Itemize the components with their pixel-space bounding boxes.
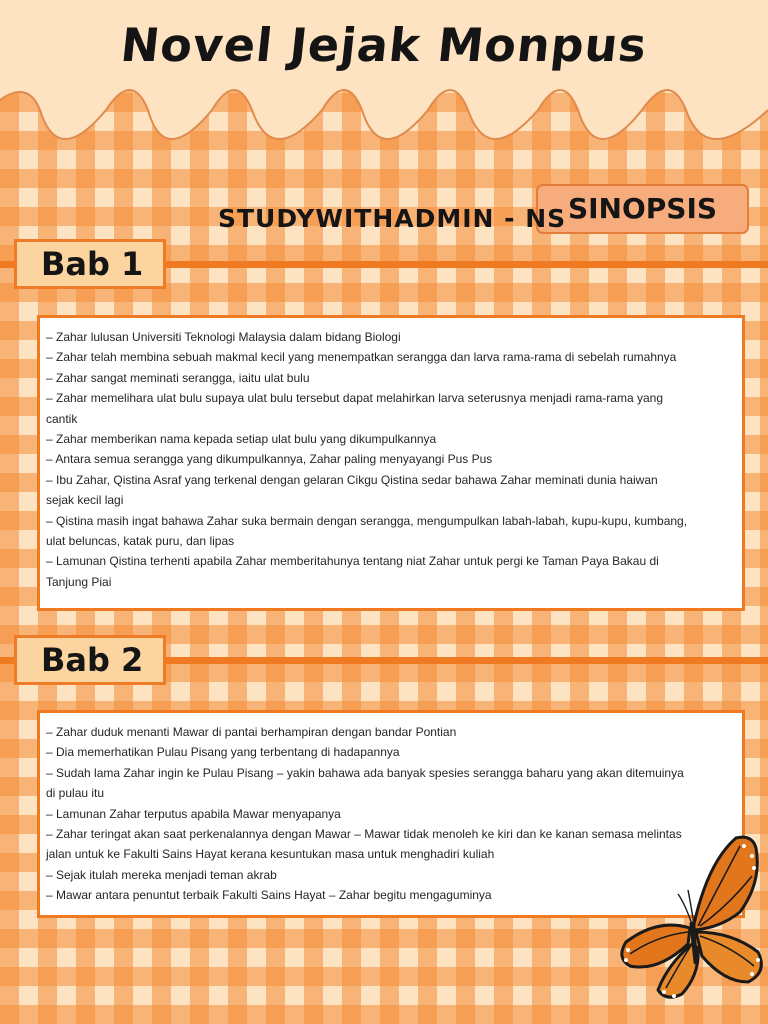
- sinopsis-badge: SINOPSIS: [536, 184, 749, 234]
- list-item: – Zahar memelihara ulat bulu supaya ulat bulu tersebut dapat melahirkan larva seterusnya menjadi rama-rama yang: [46, 391, 663, 406]
- list-item: – Sejak itulah mereka menjadi teman akrab: [46, 867, 277, 882]
- list-item: – Zahar sangat meminati serangga, iaitu ulat bulu: [46, 370, 310, 385]
- list-item: jalan untuk ke Fakulti Sains Hayat kerana kesuntukan masa untuk menghadiri kuliah: [46, 847, 495, 862]
- content-box-bab-1: [37, 315, 745, 611]
- list-item: Tanjung Piai: [46, 574, 112, 589]
- list-item: – Lamunan Zahar terputus apabila Mawar menyapanya: [46, 806, 341, 821]
- list-item: – Zahar telah membina sebuah makmal kecil yang menempatkan serangga dan larva rama-rama di sebelah rumahnya: [46, 350, 677, 365]
- author-label: STUDYWITHADMIN - NS: [218, 204, 567, 233]
- list-item: – Sudah lama Zahar ingin ke Pulau Pisang – yakin bahawa ada banyak spesies serangga baharu yang akan ditemuinya: [46, 765, 684, 780]
- page-title: Novel Jejak Monpus: [118, 18, 650, 72]
- list-item: – Ibu Zahar, Qistina Asraf yang terkenal dengan gelaran Cikgu Qistina sedar bahawa Zahar meminati dunia haiwan: [46, 472, 658, 487]
- list-item: – Zahar teringat akan saat perkenalannya dengan Mawar – Mawar tidak menoleh ke kiri dan ke kanan semasa melintas: [46, 827, 682, 842]
- list-item: – Dia memerhatikan Pulau Pisang yang terbentang di hadapannya: [46, 745, 400, 760]
- list-item: cantik: [46, 411, 78, 426]
- section-title-bab-1: Bab 1: [14, 239, 166, 289]
- list-item: – Mawar antara penuntut terbaik Fakulti Sains Hayat – Zahar begitu mengaguminya: [46, 888, 492, 903]
- list-item: – Antara semua serangga yang dikumpulkannya, Zahar paling menyayangi Pus Pus: [46, 452, 493, 467]
- list-item: – Zahar lulusan Universiti Teknologi Malaysia dalam bidang Biologi: [46, 330, 401, 344]
- section-title-bab-2: Bab 2: [14, 635, 166, 685]
- butterfly-icon: [612, 832, 768, 1002]
- list-item: sejak kecil lagi: [46, 493, 124, 508]
- list-item: – Lamunan Qistina terhenti apabila Zahar memberitahunya tentang niat Zahar untuk pergi ke Taman Paya Bakau di: [46, 554, 659, 569]
- list-item: – Zahar memberikan nama kepada setiap ulat bulu yang dikumpulkannya: [46, 432, 437, 447]
- list-item: – Qistina masih ingat bahawa Zahar suka bermain dengan serangga, mengumpulkan labah-labah, kupu-kupu, kumbang,: [46, 513, 688, 528]
- list-item: di pulau itu: [46, 786, 105, 801]
- list-item: – Zahar duduk menanti Mawar di pantai berhampiran dengan bandar Pontian: [46, 725, 457, 739]
- list-item: ulat beluncas, katak puru, dan lipas: [46, 534, 235, 549]
